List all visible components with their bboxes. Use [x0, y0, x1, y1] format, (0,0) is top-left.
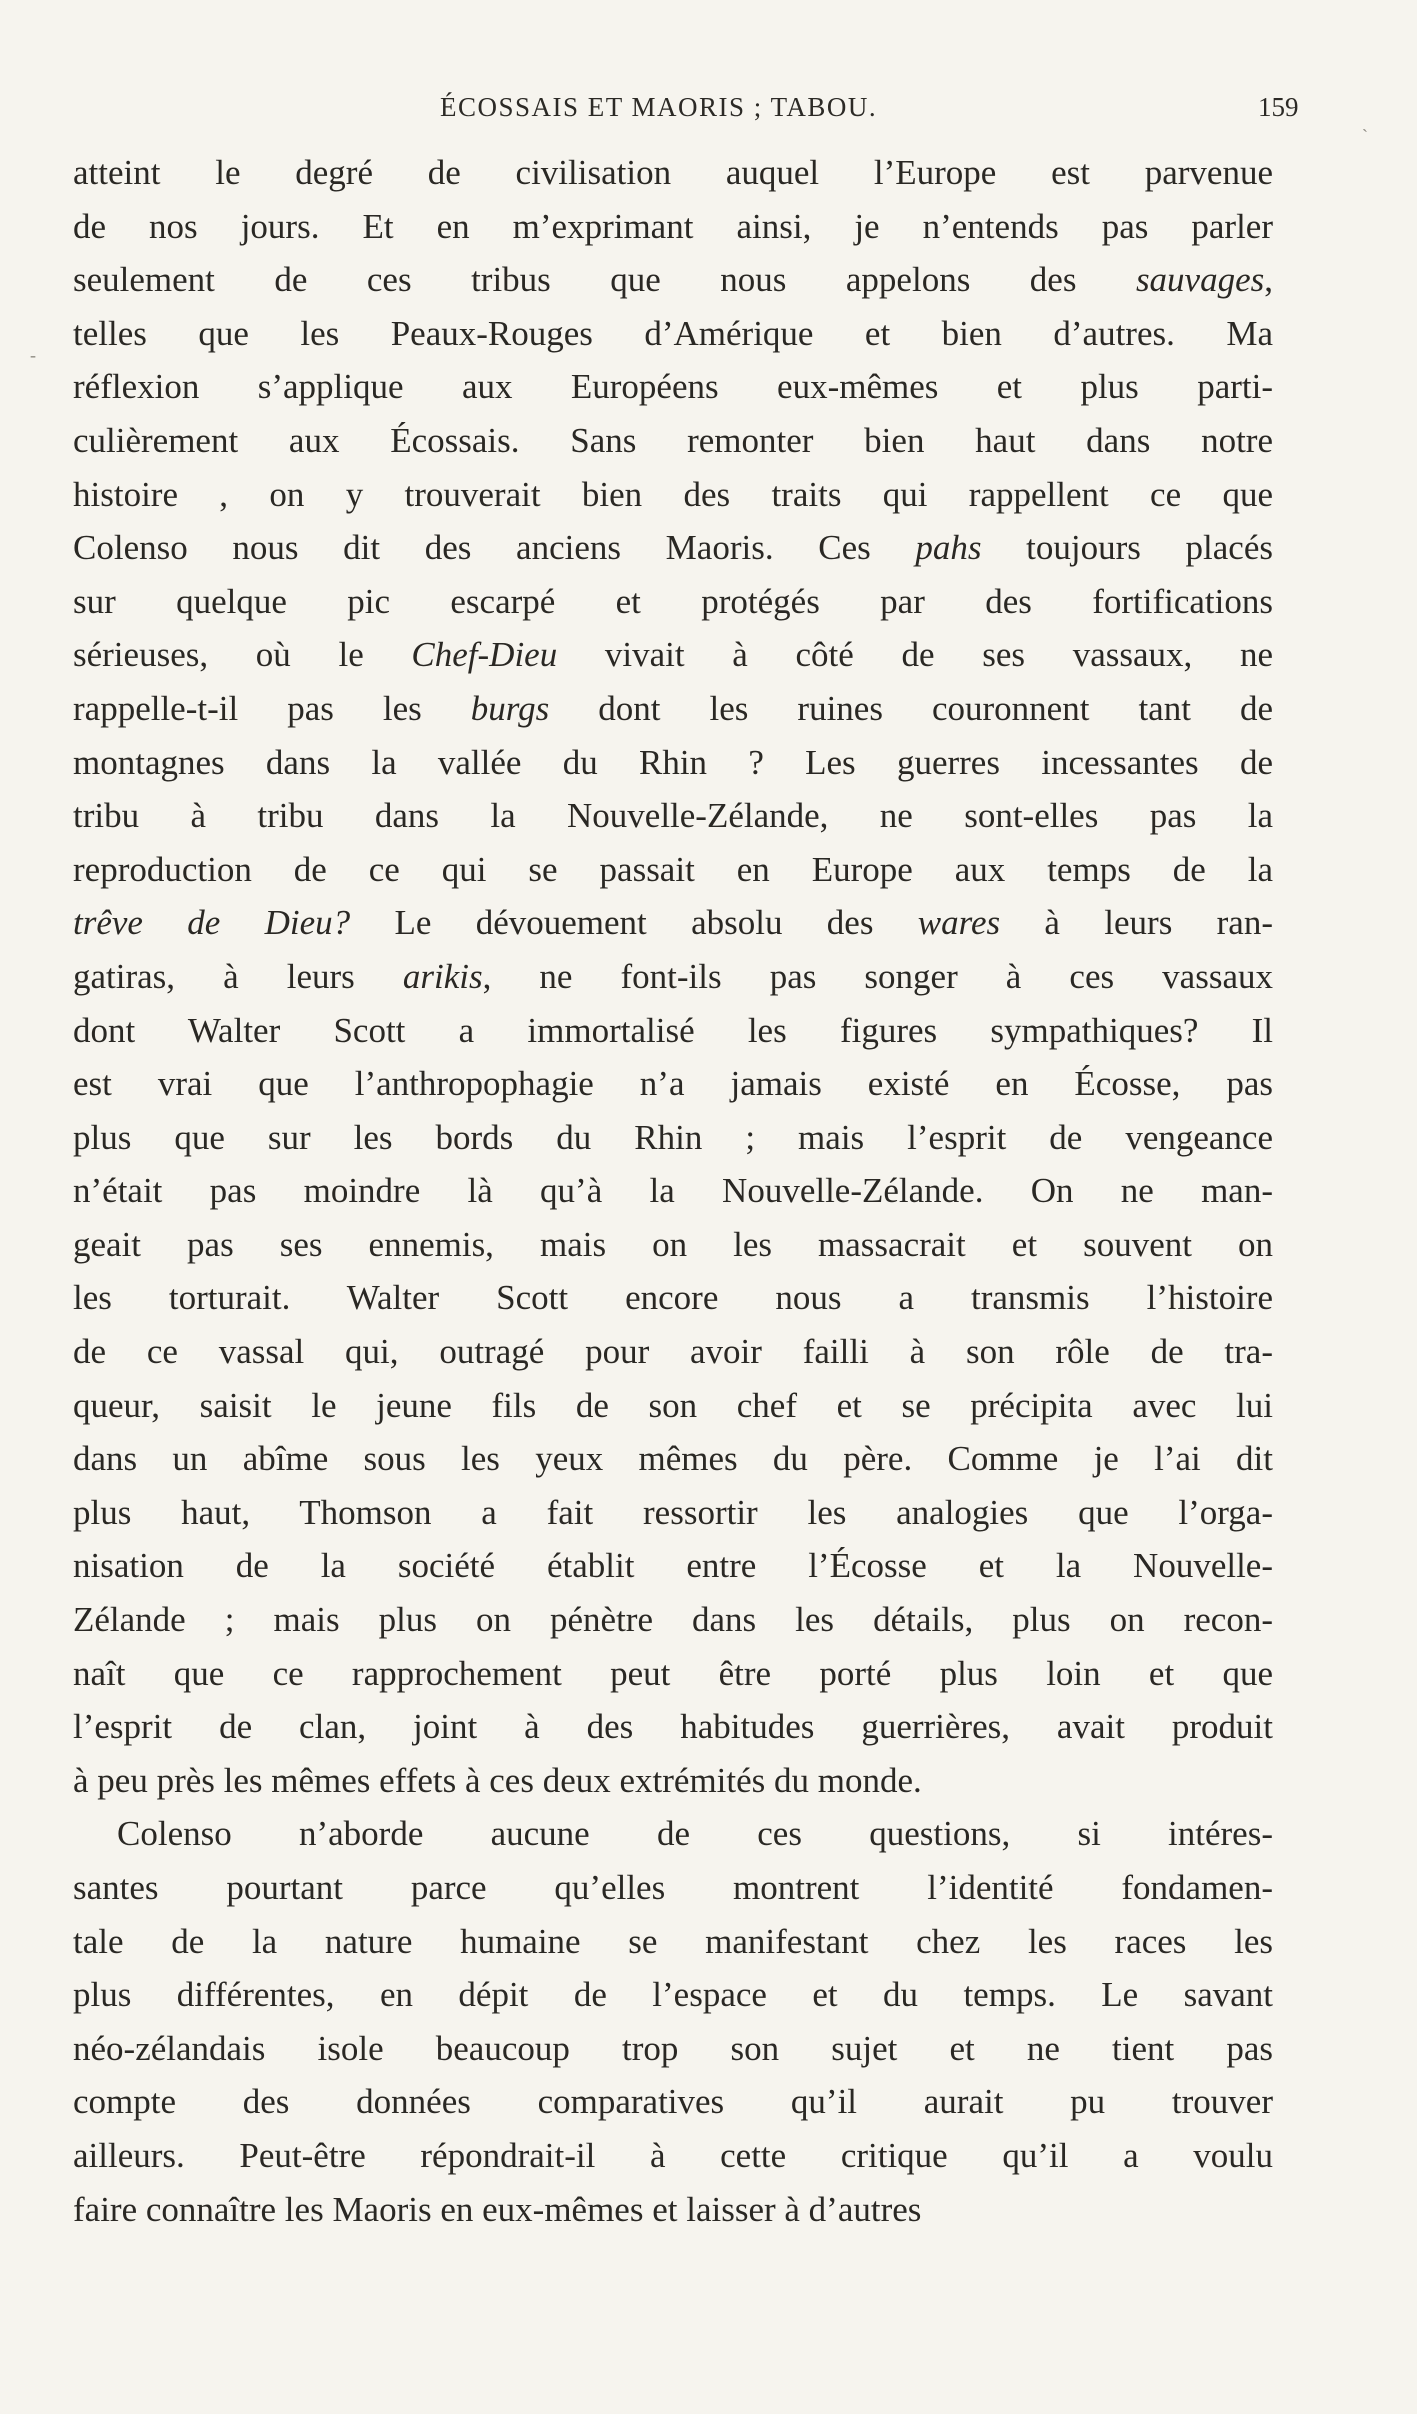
- text-run: est vrai que l’anthropophagie n’a jamais existé en Écosse, pas: [73, 1064, 1273, 1104]
- text-line: [73, 1004, 1273, 1058]
- italic-term: Chef-Dieu: [411, 635, 558, 675]
- text-run: Zélande ; mais plus on pénètre dans les détails, plus on recon-: [73, 1600, 1273, 1640]
- text-run: l’esprit de clan, joint à des habitudes guerrières, avait produit: [73, 1707, 1273, 1747]
- text-run: compte des données comparatives qu’il aurait pu trouver: [73, 2082, 1273, 2122]
- text-line: [73, 575, 1273, 629]
- text-run: de ce vassal qui, outragé pour avoir failli à son rôle de tra-: [73, 1332, 1273, 1372]
- text-run: reproduction de ce qui se passait en Europe aux temps de la: [73, 849, 1273, 889]
- text-line: [73, 1915, 1273, 1969]
- text-line: [73, 1271, 1273, 1325]
- text-line: [73, 2022, 1273, 2076]
- text-run: santes pourtant parce qu’elles montrent l’identité fondamen-: [73, 1868, 1273, 1907]
- text-run: culièrement aux Écossais. Sans remonter bien haut dans notre: [73, 420, 1273, 460]
- text-line: [73, 1861, 1273, 1915]
- text-line: [73, 253, 1273, 307]
- text-line: [73, 1218, 1273, 1272]
- text-run: plus haut, Thomson a fait ressortir les analogies que l’orga-: [73, 1492, 1273, 1532]
- text-run: gatiras, à leurs: [73, 956, 403, 996]
- text-run: ,: [1264, 260, 1273, 300]
- text-run: néo-zélandais isole beaucoup trop son sujet et ne tient pas: [73, 2028, 1273, 2068]
- text-run: Le dévouement absolu des: [350, 903, 918, 943]
- text-line: [73, 1057, 1273, 1111]
- italic-term: sauvages: [1135, 260, 1265, 300]
- text-line: [73, 1164, 1273, 1218]
- text-line: [73, 843, 1273, 897]
- text-run: histoire , on y trouverait bien des traits qui rappellent ce que: [73, 474, 1273, 514]
- text-run: nisation de la société établit entre l’Écosse et la Nouvelle-: [73, 1546, 1273, 1586]
- text-line: [73, 1968, 1273, 2022]
- text-run: dont les ruines couronnent tant de: [549, 688, 1273, 728]
- text-line: [73, 1111, 1273, 1165]
- text-line: [73, 682, 1273, 736]
- text-run: dont Walter Scott a immortalisé les figures sympathiques? Il: [73, 1010, 1273, 1050]
- text-run: montagnes dans la vallée du Rhin ? Les guerres incessantes de: [73, 742, 1273, 782]
- text-run: sérieuses, où le: [73, 635, 412, 675]
- margin-mark: -: [30, 345, 36, 365]
- text-run: queur, saisit le jeune fils de son chef et se précipita avec lui: [73, 1385, 1273, 1425]
- text-line: [73, 200, 1273, 254]
- text-line: [73, 1647, 1273, 1701]
- text-line: [73, 789, 1273, 843]
- text-run: vivait à côté de ses vassaux, ne: [557, 635, 1273, 675]
- text-run: atteint le degré de civilisation auquel l’Europe est parvenue: [73, 153, 1273, 192]
- text-line: [73, 1379, 1273, 1433]
- italic-term: arikis: [402, 956, 483, 996]
- text-run: Colenso n’aborde aucune de ces questions, si intéres-: [117, 1814, 1273, 1854]
- text-run: tale de la nature humaine se manifestant chez les races les: [73, 1921, 1273, 1961]
- text-run: toujours placés: [981, 528, 1273, 568]
- text-run: ailleurs. Peut-être répondrait-il à cette critique qu’il a voulu: [73, 2135, 1273, 2175]
- text-run: rappelle-t-il pas les: [73, 688, 471, 728]
- text-run: n’était pas moindre là qu’à la Nouvelle-Zélande. On ne man-: [73, 1171, 1273, 1211]
- text-line: [73, 950, 1273, 1004]
- italic-term: burgs: [470, 688, 550, 728]
- text-run: à leurs ran-: [1000, 903, 1273, 943]
- text-run: à peu près les mêmes effets à ces deux extrémités du monde.: [73, 1760, 922, 1800]
- text-line: [73, 1486, 1273, 1540]
- text-line: [73, 896, 1273, 950]
- italic-term: wares: [917, 903, 1001, 943]
- text-line: [73, 2129, 1273, 2183]
- text-run: faire connaître les Maoris en eux-mêmes et laisser à d’autres: [73, 2189, 922, 2229]
- text-line: [73, 2183, 1273, 2237]
- text-run: seulement de ces tribus que nous appelons des: [73, 260, 1136, 300]
- text-line: [73, 414, 1273, 468]
- text-run: , ne font-ils pas songer à ces vassaux: [482, 956, 1273, 996]
- text-line: [73, 2075, 1273, 2129]
- text-line: [73, 468, 1273, 522]
- text-run: les torturait. Walter Scott encore nous a transmis l’histoire: [73, 1278, 1273, 1318]
- text-line: [73, 1807, 1273, 1861]
- text-line: [73, 1432, 1273, 1486]
- text-run: plus différentes, en dépit de l’espace et du temps. Le savant: [73, 1975, 1273, 2015]
- text-run: dans un abîme sous les yeux mêmes du père. Comme je l’ai dit: [73, 1439, 1273, 1479]
- text-line: [73, 1539, 1273, 1593]
- italic-term: pahs: [915, 528, 982, 568]
- text-run: geait pas ses ennemis, mais on les massacrait et souvent on: [73, 1224, 1273, 1264]
- text-line: [73, 628, 1273, 682]
- text-line: [73, 1754, 1273, 1808]
- text-run: naît que ce rapprochement peut être porté plus loin et que: [73, 1653, 1273, 1693]
- text-run: de nos jours. Et en m’exprimant ainsi, je n’entends pas parler: [73, 206, 1273, 246]
- text-run: tribu à tribu dans la Nouvelle-Zélande, ne sont-elles pas la: [73, 796, 1273, 836]
- text-line: [73, 1700, 1273, 1754]
- text-line: [73, 1593, 1273, 1647]
- margin-mark: `: [1362, 126, 1368, 146]
- text-line: [73, 146, 1273, 200]
- text-run: telles que les Peaux-Rouges d’Amérique et bien d’autres. Ma: [73, 313, 1273, 353]
- body-text: [73, 146, 1273, 2236]
- text-line: [73, 1325, 1273, 1379]
- text-run: réflexion s’applique aux Européens eux-mêmes et plus parti-: [73, 367, 1273, 407]
- text-run: sur quelque pic escarpé et protégés par des fortifications: [73, 581, 1273, 621]
- text-line: [73, 360, 1273, 414]
- text-line: [73, 521, 1273, 575]
- text-run: Colenso nous dit des anciens Maoris. Ces: [73, 528, 916, 568]
- running-head-title: ÉCOSSAIS ET MAORIS ; TABOU.: [440, 92, 878, 122]
- text-run: plus que sur les bords du Rhin ; mais l’esprit de vengeance: [73, 1117, 1273, 1157]
- page-number: 159: [1258, 92, 1299, 122]
- italic-term: trêve de Dieu?: [73, 903, 351, 943]
- text-line: [73, 307, 1273, 361]
- text-line: [73, 736, 1273, 790]
